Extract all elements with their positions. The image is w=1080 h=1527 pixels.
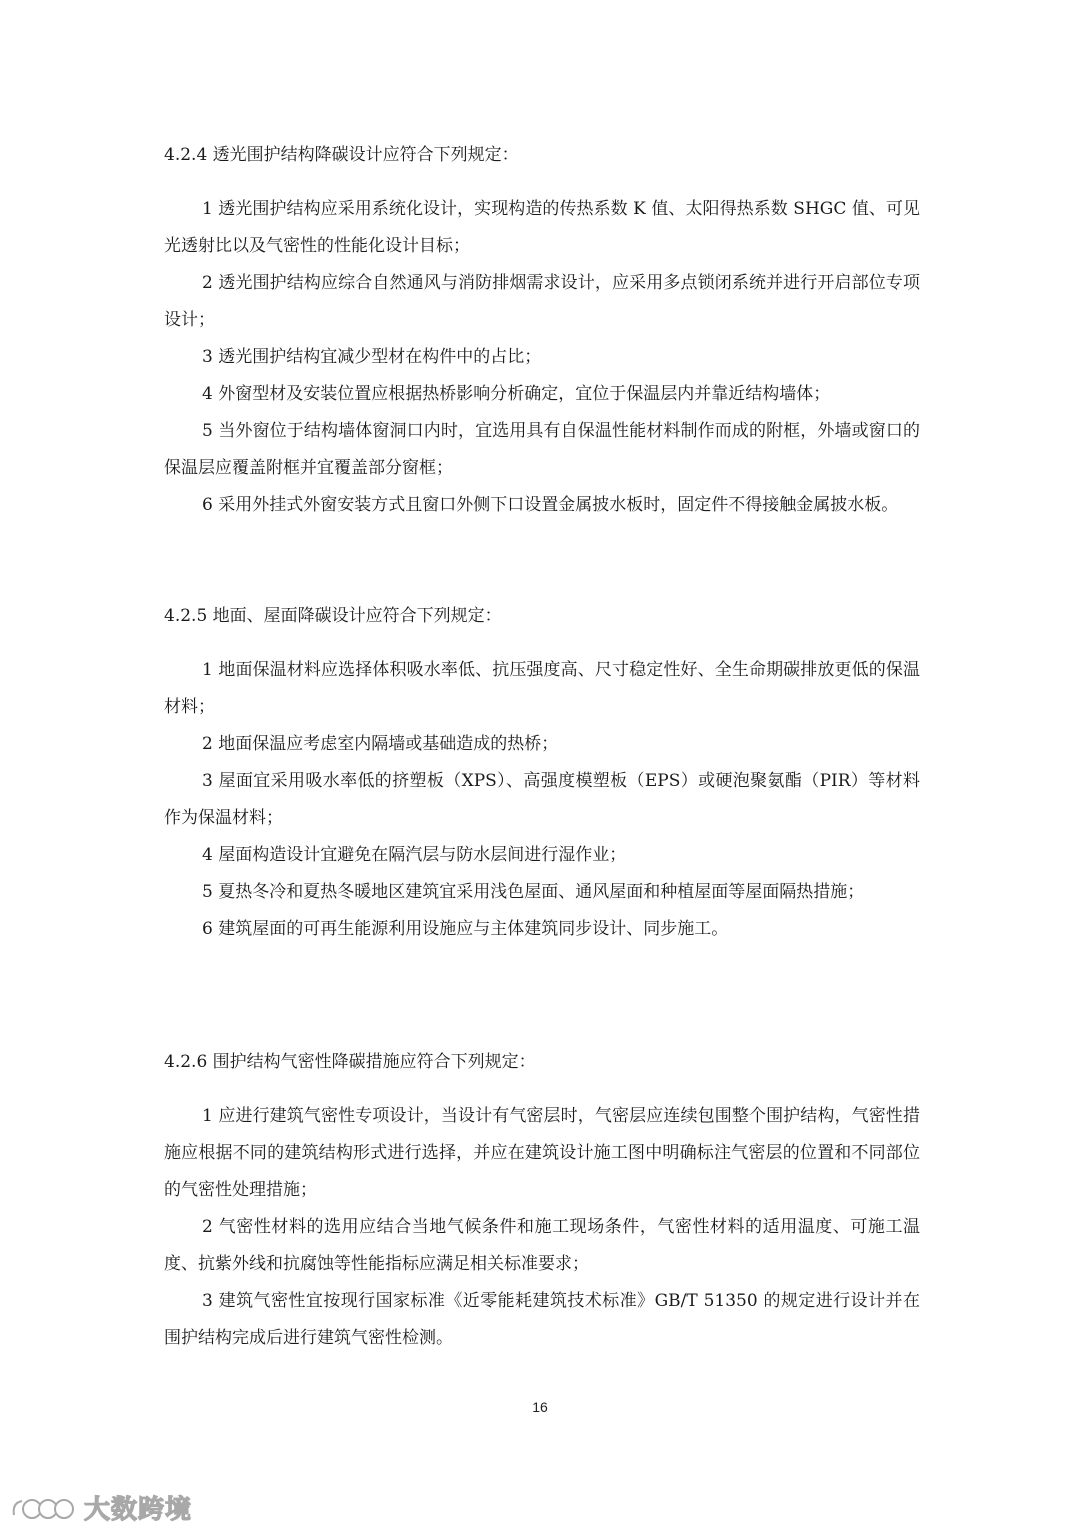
watermark (10, 1489, 192, 1526)
clause-item: 4 屋面构造设计宜避免在隔汽层与防水层间进行湿作业； (202, 845, 627, 865)
clause-item: 2 透光围护结构应综合自然通风与消防排烟需求设计，应采用多点锁闭系统并进行开启部位专项设计； (164, 273, 920, 330)
clause-item: 3 建筑气密性宜按现行国家标准《近零能耗建筑技术标准》GB/T 51350 的规定进行设计并在围护结构完成后进行建筑气密性检测。 (164, 1291, 920, 1348)
clause-item: 1 应进行建筑气密性专项设计，当设计有气密层时，气密层应连续包围整个围护结构，气密性措施应根据不同的建筑结构形式进行选择，并应在建筑设计施工图中明确标注气密层的位置和不同部位的气密性处理措施； (164, 1106, 920, 1200)
section-4-2-5 (164, 604, 920, 948)
page-number: 16 (532, 1399, 548, 1415)
clause-item: 1 地面保温材料应选择体积吸水率低、抗压强度高、尺寸稳定性好、全生命期碳排放更低的保温材料； (164, 660, 920, 717)
clause-item: 3 透光围护结构宜减少型材在构件中的占比； (202, 347, 542, 367)
section-4-2-4 (164, 143, 920, 524)
section-heading: 4.2.6 围护结构气密性降碳措施应符合下列规定： (164, 1052, 536, 1072)
clause-item: 3 屋面宜采用吸水率低的挤塑板（XPS）、高强度模塑板（EPS）或硬泡聚氨酯（PIR）等材料作为保温材料； (164, 771, 920, 828)
section-heading: 4.2.4 透光围护结构降碳设计应符合下列规定： (164, 145, 519, 165)
clause-item: 6 建筑屋面的可再生能源利用设施应与主体建筑同步设计、同步施工。 (202, 919, 729, 939)
clause-item: 2 气密性材料的选用应结合当地气候条件和施工现场条件，气密性材料的适用温度、可施工温度、抗紫外线和抗腐蚀等性能指标应满足相关标准要求； (164, 1217, 920, 1274)
section-heading: 4.2.5 地面、屋面降碳设计应符合下列规定： (164, 606, 502, 626)
clause-item: 5 当外窗位于结构墙体窗洞口内时，宜选用具有自保温性能材料制作而成的附框，外墙或窗口的保温层应覆盖附框并宜覆盖部分窗框； (164, 421, 920, 478)
clause-item: 1 透光围护结构应采用系统化设计，实现构造的传热系数 K 值、太阳得热系数 SHGC 值、可见光透射比以及气密性的性能化设计目标； (164, 199, 920, 256)
clause-item: 2 地面保温应考虑室内隔墙或基础造成的热桥； (202, 734, 559, 754)
clause-item: 4 外窗型材及安装位置应根据热桥影响分析确定，宜位于保温层内并靠近结构墙体； (202, 384, 831, 404)
clause-item: 6 采用外挂式外窗安装方式且窗口外侧下口设置金属披水板时，固定件不得接触金属披水板。 (202, 495, 899, 515)
chain-logo-icon (10, 1493, 78, 1523)
watermark-text: 大数跨境 (84, 1495, 193, 1525)
section-4-2-6 (164, 1050, 920, 1357)
clause-item: 5 夏热冬冷和夏热冬暖地区建筑宜采用浅色屋面、通风屋面和种植屋面等屋面隔热措施； (202, 882, 865, 902)
